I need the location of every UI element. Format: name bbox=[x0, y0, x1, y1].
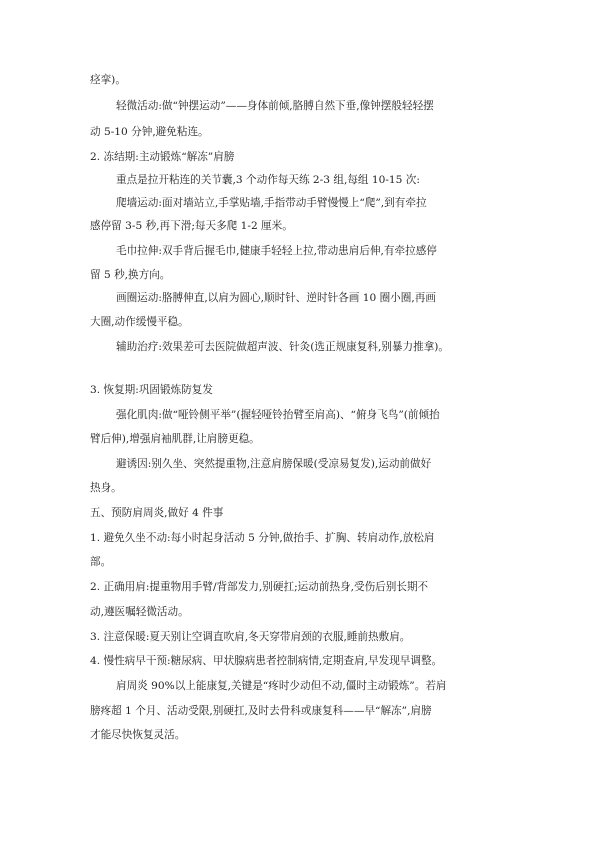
text-line: 膀疼超 1 个月、活动受限,别硬扛,及时去骨科或康复科——早“解冻”,肩膀 bbox=[90, 705, 432, 717]
text-line: 毛巾拉伸:双手背后握毛巾,健康手轻轻上拉,带动患肩后伸,有牵拉感停 bbox=[116, 245, 437, 257]
text-line: 留 5 秒,换方向。 bbox=[90, 269, 171, 281]
text-line: 大圈,动作缓慢平稳。 bbox=[90, 316, 189, 328]
list-item: 4. 慢性病早干预:糖尿病、甲状腺病患者控制病情,定期查肩,早发现早调整。 bbox=[90, 655, 443, 667]
text-line: 才能尽快恢复灵活。 bbox=[90, 729, 186, 741]
text-line: 动 5-10 分钟,避免粘连。 bbox=[90, 126, 209, 138]
text-line: 爬墙运动:面对墙站立,手掌贴墙,手指带动手臂慢慢上“爬”,到有牵拉 bbox=[116, 197, 427, 209]
text-line: 感停留 3-5 秒,再下滑;每天多爬 1-2 厘米。 bbox=[90, 220, 293, 232]
list-item: 2. 正确用肩:提重物用手臂/背部发力,别硬扛;运动前热身,受伤后别长期不 bbox=[90, 581, 429, 593]
section-heading: 3. 恢复期:巩固锻炼防复发 bbox=[90, 384, 213, 396]
text-line: 重点是拉开粘连的关节囊,3 个动作每天练 2-3 组,每组 10-15 次: bbox=[116, 174, 420, 186]
text-line: 臂后伸),增强肩袖肌群,让肩膀更稳。 bbox=[90, 433, 260, 445]
list-item-continued: 部。 bbox=[90, 556, 112, 568]
text-line: 避诱因:别久坐、突然提重物,注意肩膀保暖(受凉易复发),运动前做好 bbox=[116, 458, 432, 470]
list-item: 1. 避免久坐不动:每小时起身活动 5 分钟,做抬手、扩胸、转肩动作,放松肩 bbox=[90, 532, 435, 544]
text-line: 辅助治疗:效果差可去医院做超声波、针灸(选正规康复科,别暴力推拿)。 bbox=[116, 341, 450, 353]
list-item: 3. 注意保暖:夏天别让空调直吹肩,冬天穿带肩颈的衣服,睡前热敷肩。 bbox=[90, 631, 411, 643]
text-line: 痉挛)。 bbox=[90, 74, 126, 86]
text-line: 热身。 bbox=[90, 482, 122, 494]
section-heading: 五、预防肩周炎,做好 4 件事 bbox=[90, 507, 224, 519]
text-line: 画圈运动:胳膊伸直,以肩为圆心,顺时针、逆时针各画 10 圈小圈,再画 bbox=[116, 292, 436, 304]
list-item-continued: 动,遵医嘱轻微活动。 bbox=[90, 606, 189, 618]
text-line: 强化肌肉:做“哑铃侧平举”(握轻哑铃抬臂至肩高)、“俯身飞鸟”(前倾抬 bbox=[116, 409, 440, 421]
section-heading: 2. 冻结期:主动锻炼“解冻”肩膀 bbox=[90, 151, 235, 163]
text-line: 肩周炎 90%以上能康复,关键是“疼时少动但不动,僵时主动锻炼”。若肩 bbox=[116, 680, 447, 692]
text-line: 轻微活动:做“钟摆运动”——身体前倾,胳膊自然下垂,像钟摆般轻轻摆 bbox=[116, 100, 434, 112]
